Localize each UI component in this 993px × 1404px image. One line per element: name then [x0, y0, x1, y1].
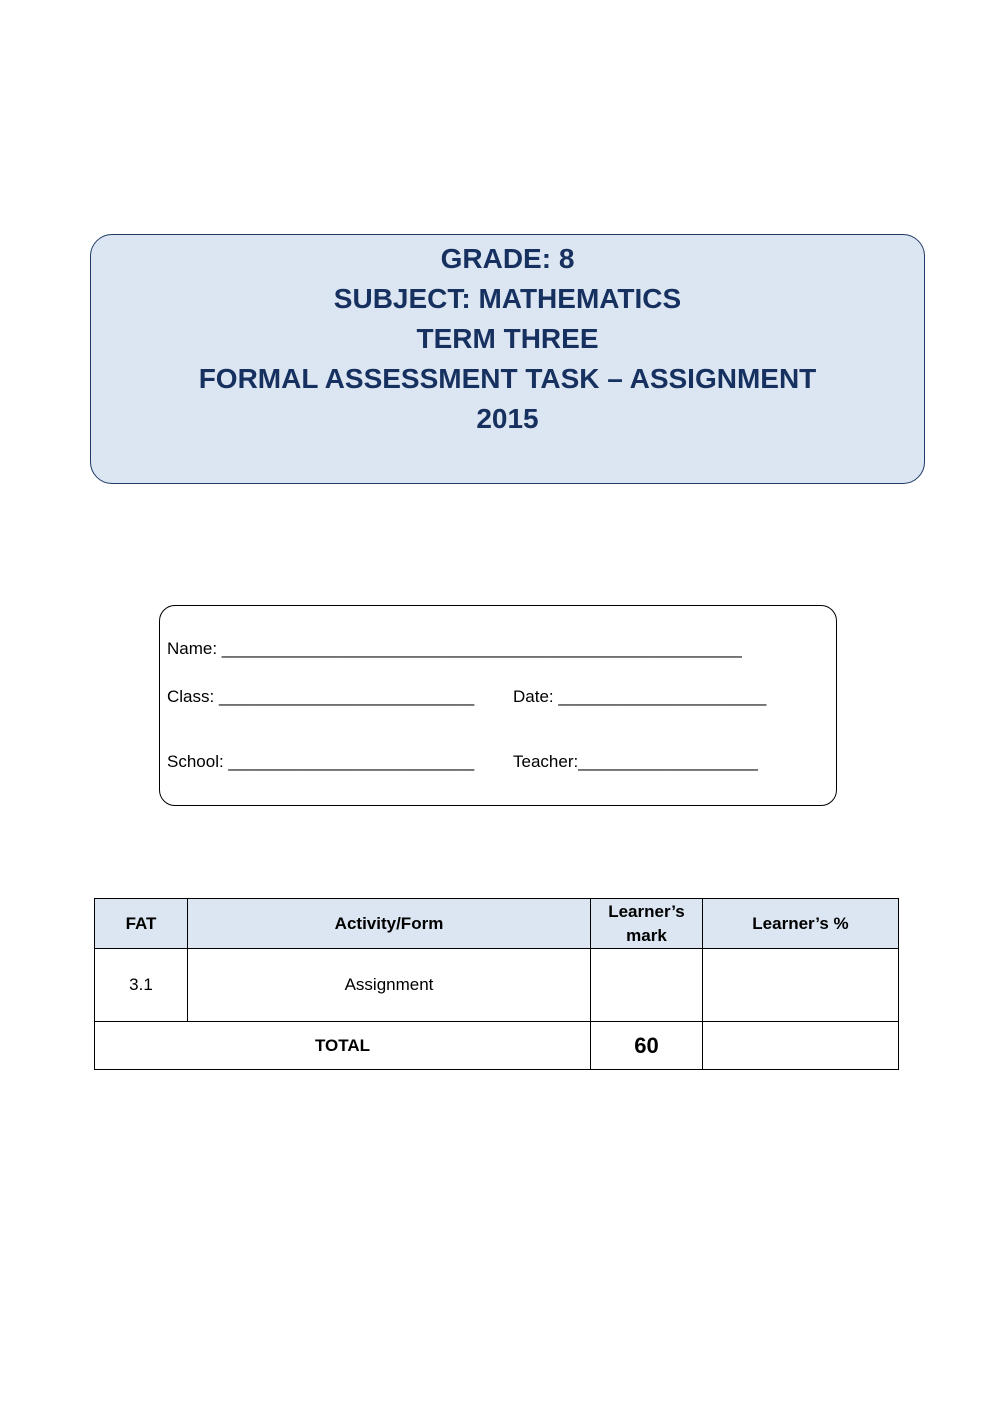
fat-column-header: FAT: [95, 899, 188, 949]
subject-heading: SUBJECT: MATHEMATICS: [333, 283, 682, 314]
total-label: TOTAL: [95, 1022, 591, 1070]
percent-column-header: Learner’s %: [703, 899, 899, 949]
table-header-row: [95, 899, 899, 949]
teacher-field[interactable]: Teacher:___________________: [513, 752, 758, 771]
year-heading: 2015: [476, 403, 539, 434]
activity-cell: Assignment: [188, 949, 591, 1022]
mark-column-header: [591, 899, 703, 949]
date-field[interactable]: Date: ______________________: [513, 687, 767, 706]
grade-heading: GRADE: 8: [440, 243, 575, 274]
mark-column-header-text: Learner’s mark: [608, 901, 685, 945]
school-field[interactable]: School: __________________________: [167, 752, 475, 771]
table-row: [95, 949, 899, 1022]
total-value: 60: [591, 1022, 703, 1070]
title-banner: [90, 234, 925, 484]
class-field[interactable]: Class: ___________________________: [167, 687, 475, 706]
percent-cell[interactable]: [703, 949, 899, 1022]
activity-column-header: Activity/Form: [188, 899, 591, 949]
fat-cell: 3.1: [95, 949, 188, 1022]
learner-info-box: [159, 605, 837, 806]
name-field[interactable]: Name: _______________________________________________________: [167, 639, 742, 658]
total-row: [95, 1022, 899, 1070]
term-heading: TERM THREE: [416, 323, 599, 354]
task-heading: FORMAL ASSESSMENT TASK – ASSIGNMENT: [198, 363, 817, 394]
mark-cell[interactable]: [591, 949, 703, 1022]
marks-table: [94, 898, 899, 1070]
total-percent-cell[interactable]: [703, 1022, 899, 1070]
